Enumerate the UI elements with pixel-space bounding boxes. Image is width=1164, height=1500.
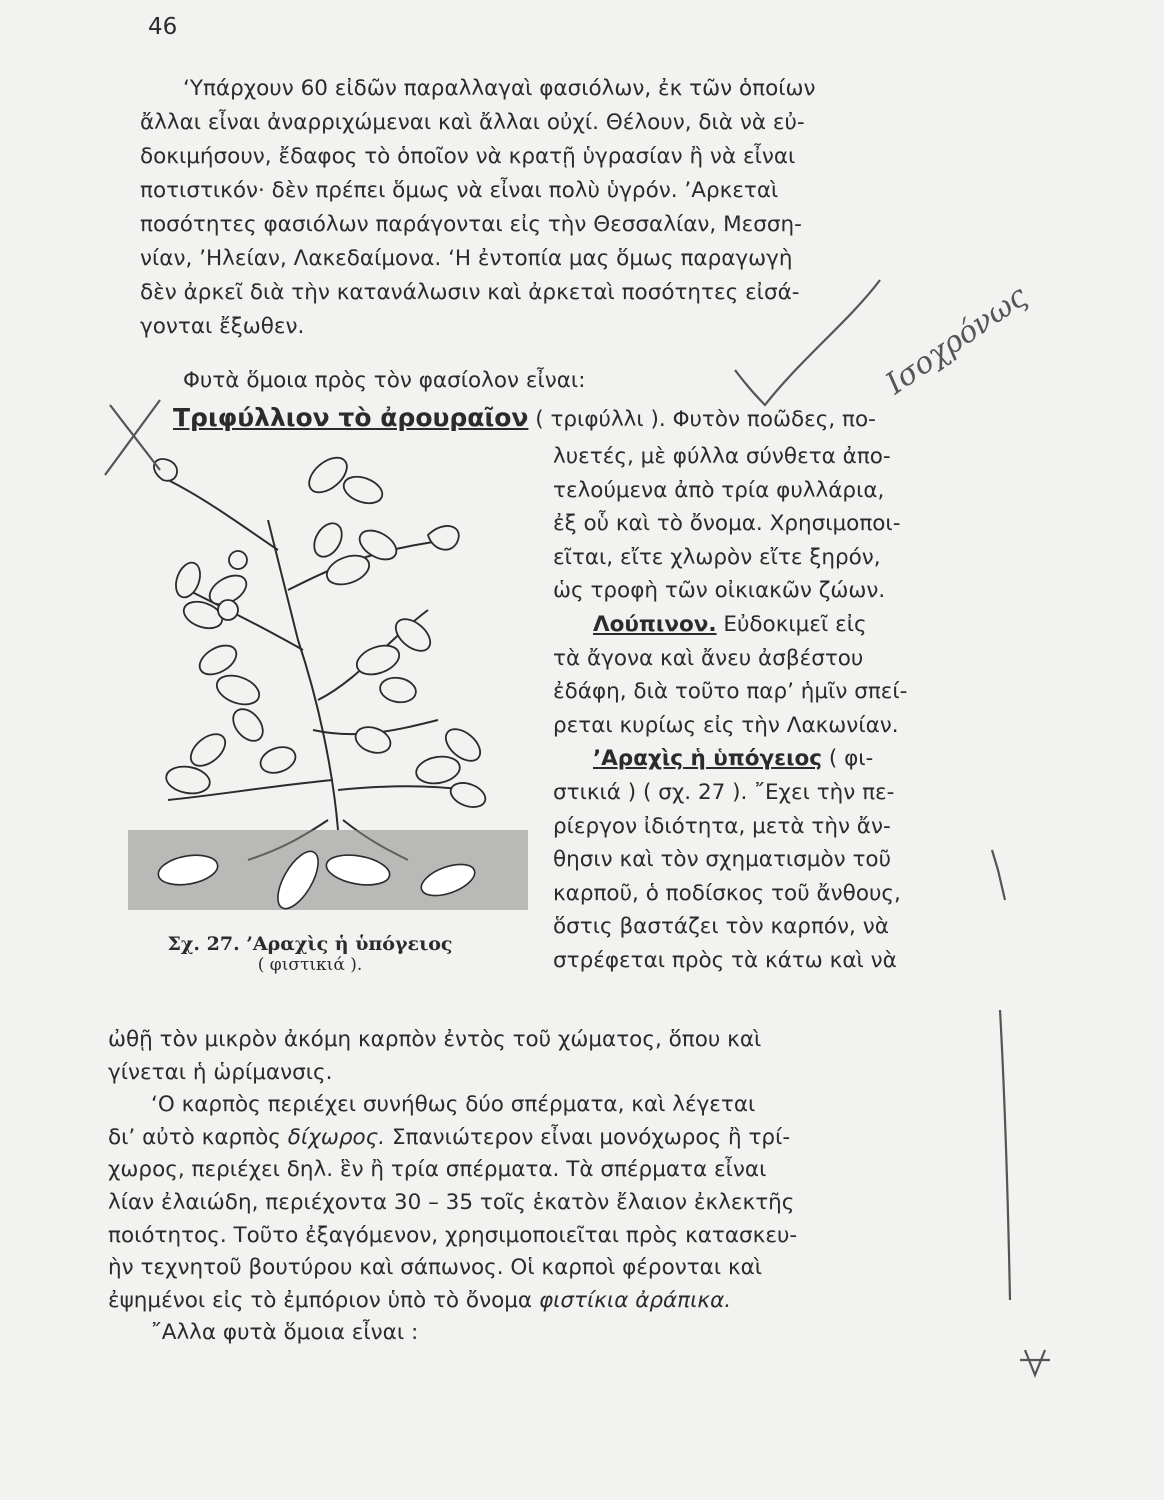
text-line: ῎Αλλα φυτὰ ὅμοια εἶναι : — [151, 1320, 419, 1346]
text-line: χωρος, περιέχει δηλ. ἓν ἢ τρία σπέρματα. Τὰ σπέρματα εἶναι — [108, 1157, 767, 1183]
arachis-heading-rest: ( φι- — [822, 746, 874, 772]
intro-paragraph — [140, 72, 995, 344]
text-line: ρίεργον ἰδιότητα, μετὰ τὴν ἄν- — [553, 813, 891, 839]
text-line — [108, 1122, 995, 1155]
text-line: γονται ἔξωθεν. — [140, 314, 305, 339]
text-fragment: Σπανιώτερον εἶναι μονόχωρος ἢ τρί- — [391, 1124, 791, 1150]
text-line: ἄλλαι εἶναι ἀναρριχώμεναι καὶ ἄλλαι οὐχί. Θέλουν, διὰ νὰ εὐ- — [140, 110, 805, 135]
text-line: ἐξ οὗ καὶ τὸ ὄνομα. Χρησιμοποι- — [553, 511, 901, 537]
text-line: γίνεται ἡ ὡρίμανσις. — [108, 1059, 333, 1085]
italic-term: δίχωρος. — [287, 1124, 386, 1150]
list-intro: Φυτὰ ὅμοια πρὸς τὸν φασίολον εἶναι: — [183, 368, 586, 393]
arachis-heading: ’Αραχὶς ἡ ὑπόγειος — [593, 746, 823, 772]
text-line: στρέφεται πρὸς τὰ κάτω καὶ νὰ — [553, 947, 897, 973]
margin-bracket — [1000, 1010, 1010, 1300]
text-line: δὲν ἀρκεῖ διὰ τὴν κατανάλωσιν καὶ ἀρκεταὶ ποσότητες εἰσά- — [140, 280, 800, 305]
text-line: ὠθῇ τὸν μικρὸν ἀκόμη καρπὸν ἐντὸς τοῦ χώματος, ὅπου καὶ — [108, 1027, 762, 1052]
text-line: θησιν καὶ τὸν σχηματισμὸν τοῦ — [553, 847, 892, 873]
handwritten-note: Ισοχρόνως — [879, 278, 1034, 402]
text-line: εῖται, εἴτε χλωρὸν εἴτε ξηρόν, — [553, 544, 881, 570]
page-number: 46 — [148, 14, 178, 40]
text-line: καρποῦ, ὁ ποδίσκος τοῦ ἄνθους, — [553, 880, 901, 906]
trifolium-heading-rest: ( τριφύλλι ). Φυτὸν ποῶδες, πο- — [528, 407, 876, 432]
caption-title: Σχ. 27. ’Αραχὶς ἡ ὑπόγειος — [167, 933, 453, 955]
text-line: ‘Ο καρπὸς περιέχει συνήθως δύο σπέρματα, καὶ λέγεται — [151, 1092, 756, 1118]
lupinus-heading-line — [553, 608, 995, 642]
italic-term: φιστίκια ἀράπικα. — [538, 1287, 732, 1313]
text-fragment: ἐψημένοι εἰς τὸ ἐμπόριον ὑπὸ τὸ ὄνομα — [108, 1287, 533, 1313]
text-line: στικιά ) ( σχ. 27 ). ῎Εχει τὴν πε- — [553, 779, 895, 805]
text-line: ποτιστικόν· δὲν πρέπει ὅμως νὰ εἶναι πολὺ ὑγρόν. ’Αρκεταὶ — [140, 178, 779, 203]
right-column-text — [553, 440, 995, 978]
text-line: τὰ ἄγονα καὶ ἄνευ ἀσβέστου — [553, 645, 864, 671]
text-line: ποσότητες φασιόλων παράγονται εἰς τὴν Θεσσαλίαν, Μεσση- — [140, 212, 802, 237]
text-line: λίαν ἐλαιώδη, περιέχοντα 30 – 35 τοῖς ἑκατὸν ἔλαιον ἐκλεκτῆς — [108, 1189, 795, 1215]
text-line: ρεται κυρίως εἰς τὴν Λακωνίαν. — [553, 712, 899, 738]
text-line: ποιότητος. Τοῦτο ἐξαγόμενον, χρησιμοποιεῖται πρὸς κατασκευ- — [108, 1222, 798, 1248]
trifolium-heading: Τριφύλλιον τὸ ἀρουραῖον — [173, 403, 529, 432]
lupinus-heading: Λούπινον. — [593, 611, 717, 637]
text-line: δοκιμήσουν, ἔδαφος τὸ ὁποῖον νὰ κρατῇ ὑγρασίαν ἢ νὰ εἶναι — [140, 144, 796, 169]
text-line: τελούμενα ἀπὸ τρία φυλλάρια, — [553, 477, 885, 503]
lupinus-heading-rest: Εὐδοκιμεῖ εἰς — [716, 611, 867, 637]
text-line: ὅστις βαστάζει τὸν καρπόν, νὰ — [553, 914, 889, 940]
text-line: νίαν, ’Ηλείαν, Λακεδαίμονα. ‘Η ἐντοπία μας ὅμως παραγωγὴ — [140, 246, 793, 271]
text-line: ἐδάφη, διὰ τοῦτο παρ’ ἡμῖν σπεί- — [553, 679, 908, 705]
text-fragment: δι’ αὐτὸ καρπὸς — [108, 1124, 281, 1150]
text-line: ὴν τεχνητοῦ βουτύρου καὶ σάπωνος. Οἱ καρποὶ φέρονται καὶ — [108, 1255, 763, 1281]
figure-caption — [150, 933, 470, 975]
trifolium-heading-line — [173, 403, 1003, 432]
text-line: ὡς τροφὴ τῶν οἰκιακῶν ζώων. — [553, 578, 886, 604]
text-line: λυετές, μὲ φύλλα σύνθετα ἀπο- — [553, 444, 891, 469]
text-line — [108, 1285, 995, 1318]
small-mark — [1020, 1350, 1050, 1375]
peanut-plant-illustration — [128, 440, 528, 920]
text-line: ‘Υπάρχουν 60 εἰδῶν παραλλαγαὶ φασιόλων, ἐκ τῶν ὁποίων — [183, 76, 816, 101]
arachis-heading-line — [553, 742, 995, 776]
caption-subtitle: ( φιστικιά ). — [257, 955, 363, 975]
closing-paragraph — [108, 1024, 995, 1350]
